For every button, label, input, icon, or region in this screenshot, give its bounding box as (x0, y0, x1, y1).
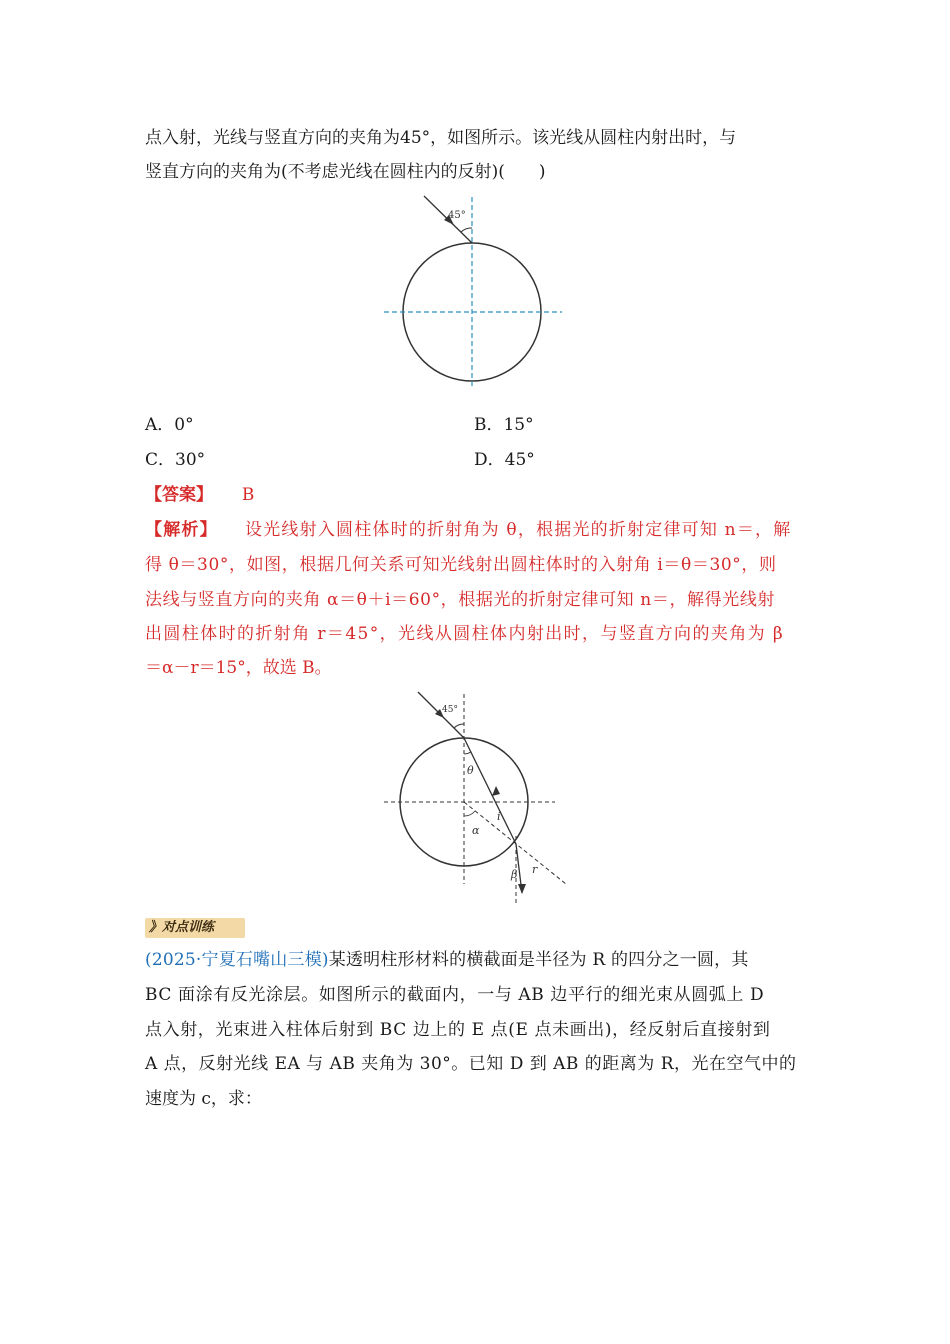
figure-2-i-label: i (497, 810, 501, 823)
practice-text-1: 某透明柱形材料的横截面是半径为 R 的四分之一圆，其 (328, 950, 749, 970)
question-line-1: 点入射，光线与竖直方向的夹角为45°，如图所示。该光线从圆柱内射出时，与 (145, 128, 737, 148)
analysis-text-1: 设光线射入圆柱体时的折射角为 θ，根据光的折射定律可知 n＝，解 (245, 520, 792, 540)
analysis-line-1 (145, 518, 810, 542)
practice-line-2: BC 面涂有反光涂层。如图所示的截面内，一与 AB 边平行的细光束从圆弧上 D (145, 985, 765, 1005)
figure-2-refraction-diagram (380, 688, 575, 910)
practice-line-5: 速度为 c，求： (145, 1089, 262, 1109)
practice-line-1 (145, 948, 810, 972)
figure-1-angle-label: 45° (448, 210, 466, 221)
answer-row (145, 483, 810, 507)
analysis-line-2: 得 θ＝30°，如图，根据几何关系可知光线射出圆柱体时的入射角 i＝θ＝30°，则 (145, 555, 777, 575)
analysis-line-4: 出圆柱体时的折射角 r＝45°，光线从圆柱体内射出时，与竖直方向的夹角为 β (145, 624, 785, 644)
analysis-label: 【解析】 (145, 520, 218, 540)
practice-line-3: 点入射，光束进入柱体后射到 BC 边上的 E 点(E 点未画出)，经反射后直接射到 (145, 1020, 771, 1040)
option-c: C．30° (145, 450, 206, 470)
answer-value: B (241, 485, 255, 505)
figure-2-beta-label: β (511, 868, 518, 881)
option-a: A．0° (145, 415, 194, 435)
practice-tag: 》对点训练 (145, 918, 245, 938)
figure-2-alpha-label: α (472, 824, 480, 837)
figure-2-r-label: r (532, 863, 538, 876)
analysis-line-5: ＝α－r＝15°，故选 B。 (145, 658, 332, 678)
question-line-2: 竖直方向的夹角为(不考虑光线在圆柱内的反射)( ) (145, 162, 546, 182)
figure-2-theta-label: θ (467, 764, 474, 777)
answer-label: 【答案】 (145, 485, 213, 505)
practice-source: (2025·宁夏石嘴山三模) (145, 950, 329, 970)
figure-1-circle-diagram (380, 192, 570, 392)
practice-line-4: A 点，反射光线 EA 与 AB 夹角为 30°。已知 D 到 AB 的距离为 R，光在空气中的 (145, 1054, 797, 1074)
option-d: D．45° (474, 450, 535, 470)
option-b: B．15° (474, 415, 534, 435)
figure-2-angle-label: 45° (442, 705, 458, 715)
analysis-line-3: 法线与竖直方向的夹角 α＝θ＋i＝60°，根据光的折射定律可知 n＝，解得光线射 (145, 590, 776, 610)
